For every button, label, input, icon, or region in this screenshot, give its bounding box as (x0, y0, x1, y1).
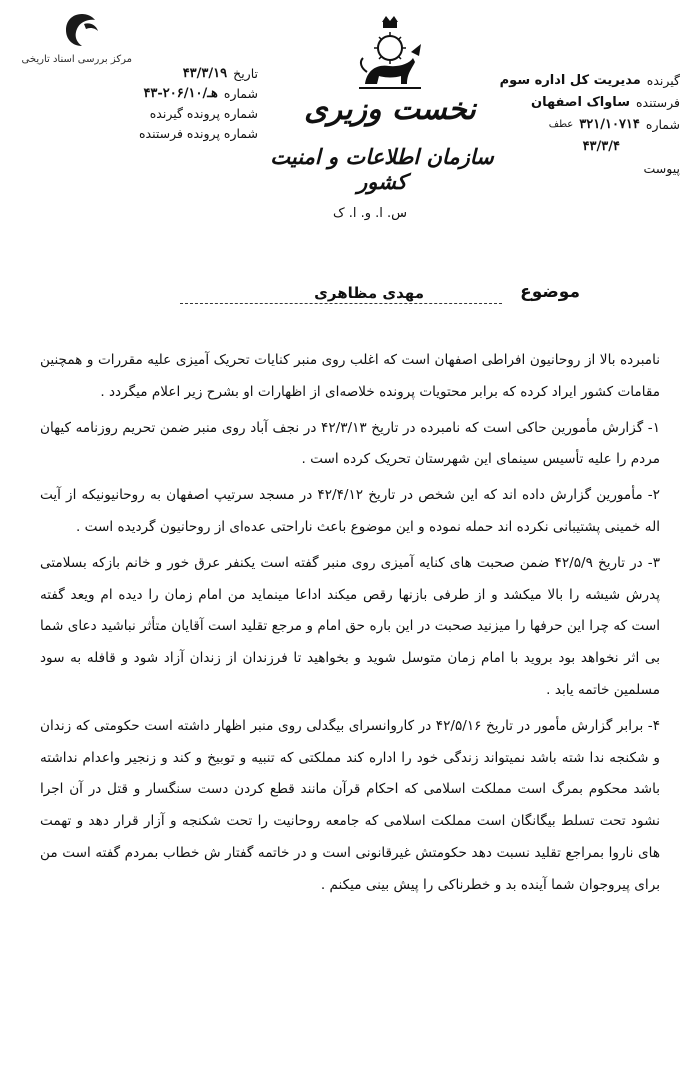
sender-date-value: ۴۳/۳/۴ (582, 139, 620, 154)
subject-underline (180, 303, 502, 304)
date-value: ۴۳/۳/۱۹ (182, 66, 228, 81)
sender-value: ساواک اصفهان (531, 95, 630, 110)
sender-label: فرستنده (635, 95, 680, 110)
item-2-paragraph: ۲- مأمورین گزارش داده اند که این شخص در تاریخ ۴۲/۴/۱۲ در مسجد سرتیپ اصفهان به روحانیونیکه از آیت اله خمینی پشتیبانی نکرده اند حمله نموده و این موضوع باعث ناراحتی عده‌ای از روحانیون گردیده است . (40, 487, 660, 535)
subject-label: موضوع (520, 282, 580, 302)
date-row (98, 64, 258, 84)
item-1-paragraph: ۱- گزارش مأمورین حاکی است که نامبرده در تاریخ ۴۲/۳/۱۳ در نجف آباد روی منبر ضمن تحریم روزنامه کیهان مردم را علیه تأسیس سینمای این شهرستان تحریک کرده است . (40, 419, 660, 468)
date-label: تاریخ (233, 66, 258, 81)
recipient-file-label: شماره پرونده گیرنده (149, 106, 258, 121)
intro-paragraph: نامبرده بالا از روحانیون افراطی اصفهان است که اغلب روی منبر کنایات تحریک آمیزی علیه مقررات و همچنین مقامات کشور ایراد کرده که برابر محتویات پرونده خلاصه‌ای از اظهارات او بشرح زیر اعلام میگردد . (40, 352, 660, 400)
organization-title: سازمان اطلاعات و امنیت کشور (270, 144, 494, 194)
header-right (465, 70, 680, 180)
sender-file-row (98, 124, 258, 144)
number-value: ۴۳-۲۰۶/۱۰/هـ (143, 86, 218, 101)
item-4-paragraph: ۴- برابر گزارش مأمور در تاریخ ۴۲/۵/۱۶ در کاروانسرای بیگدلی روی منبر اظهار داشته است حکومتی که زندان و شکنجه ندا شته باشد نمیتواند زندگی خود را اداره کند مملکتی که تنبیه و توبیخ و کند و زنجیر واعدام نداشته باشد محکوم بمرگ است مملکت اسلامی که احکام قرآن مانند قطع کردن دست سنگسار و قتل در آن اجرا نشود تحت تسلط بیگانگان است مملکت اسلامی که جامعه روحانیت را تحت شکنجه و آزار قرار دهد و تهمت های ناروا بمراجع تقلید نسبت دهد حکومتش غیرقانونی است و در خاتمه گفتار ش خطاب بمردم گفته است من برای پیروجوان شما آینده بد و خطرناکی را پیش بینی میکنم . (40, 717, 660, 893)
number-label: شماره (223, 86, 258, 101)
sender-row (465, 92, 680, 114)
number-row (98, 84, 258, 104)
recipient-value: مدیریت کل اداره سوم (499, 73, 641, 88)
header-left (98, 64, 258, 144)
archive-logo (22, 10, 132, 72)
subject-value: مهدی مظاهری (308, 284, 430, 302)
archive-logo-text: مرکز بررسی اسناد تاریخی (21, 54, 132, 65)
attachment-label: پیوست (643, 161, 680, 176)
item-3-paragraph: ۳- در تاریخ ۴۲/۵/۹ ضمن صحبت های کنایه آمیزی روی منبر گفته است یکنفر عرق خور و خانم بازکه بسلامتی پدرش شیشه را بالا میکشد و از طرفی بازنها رقص میکند اداعا مینماید من امام زمان را دیده ام ویعد گفته است که چرا این حرفها را میزنید صحبت در این باره حق امام و مرجع تقلید است آقایان متأثر نباشید دعای شما بی اثر نخواهد بود بروید با امام زمان متوسل شوید و بخواهید تا فرزندان از زندان آزاد شود و قافله به سود مسلمین خاتمه یابد . (40, 554, 660, 698)
recipient-row (465, 70, 680, 92)
sender-number-row (465, 114, 680, 136)
archive-logo-icon (62, 10, 102, 50)
attachment-row (465, 158, 680, 180)
letter-body (40, 345, 660, 906)
lion-and-sun-emblem-icon (355, 12, 425, 92)
sender-file-label: شماره پرونده فرستنده (138, 126, 258, 141)
sender-date-row (465, 136, 680, 158)
sender-number-value: ۳۲۱/۱۰۷۱۴ (579, 117, 640, 132)
reference-label: عطف (548, 119, 574, 130)
ministry-title: نخست وزیری (304, 92, 476, 127)
recipient-file-row (98, 104, 258, 124)
recipient-label: گیرنده (646, 73, 680, 88)
organization-code: س. ا. و. ا. ک (332, 206, 408, 221)
subject-line (180, 282, 580, 312)
sender-number-label: شماره (645, 117, 680, 132)
